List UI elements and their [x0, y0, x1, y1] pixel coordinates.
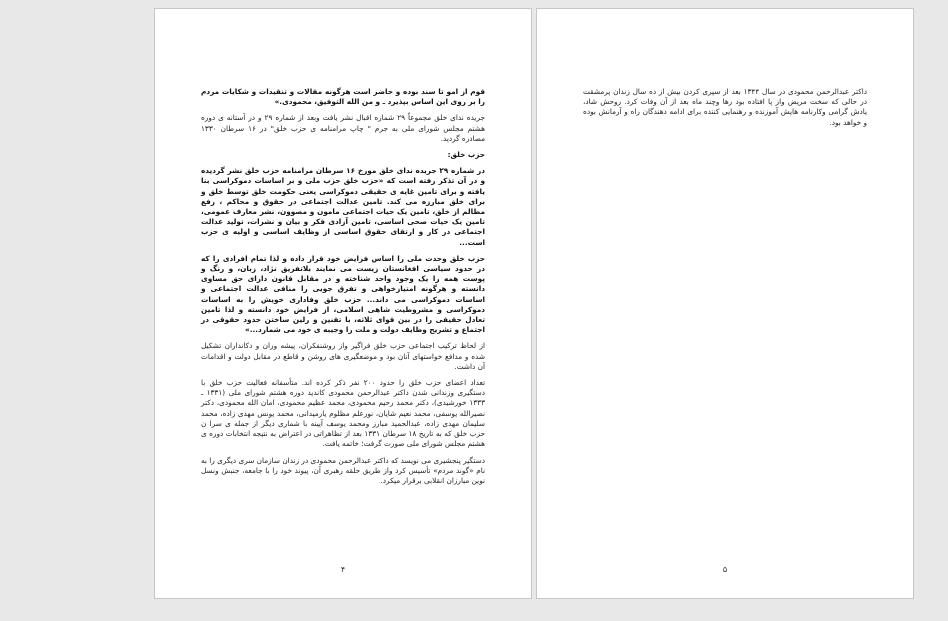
- paragraph: در شماره ۲۹ جریده ندای خلق مورخ ۱۶ سرطان مرامنامه حزب خلق نشر گردیده و در آن تذکر رفته است که «حزب خلق حزب ملی و بر اساسات دموکراسی بنا یافته و برای تامین غایه ی حقیقی دموکراسی یعنی حکومت خلق توسط خلق و برای خلق مبارزه می کند. تامین عدالت اجتماعی در حقوق و محاکم ، رفع مظالم از خلق، تامین یک حیات اجتماعی مامون و مصوون، نشر معارف عمومی، تامین یک حیات صحی اساسی، تامین آزادی فکر و بیان و نشرات، تولید عدالت اجتماعی در کار و ارتقای حقوق اساسی از وظایف اساسی و اولیه ی حزب است...: [201, 166, 485, 247]
- paragraph: داکتر عبدالرحمن محمودی در سال ۱۳۴۴ بعد از سپری کردن بیش از ده سال زندان پرمشقت در حالی که سخت مریض واز پا افتاده بود رها وچند ماه بعد از آن وفات کرد. روحش شاد، یادش گرامی وکارنامه هایش آموزنده و رهنمایی کننده برای ادامه دهندگان راه و آرمانش بوده و خواهد بود.: [583, 87, 867, 127]
- page-number: ۵: [722, 565, 728, 574]
- document-page-right: [536, 8, 914, 599]
- paragraph: حزب خلق وحدت ملی را اساس فرایض خود قرار داده و لذا تمام افرادی را که در حدود سیاسی افغانستان زیست می نمایند بلاتفریق نژاد، زبان، و رنگ و پوست همه را یک وجود واحد شناخته و در مقابل قانون دارای حق مساوی دانسته و هرگونه امتیازخواهی و تفرق جویی را منافی عدالت اجتماعی و اساسات دموکراسی می داند... حزب خلق وفاداری خویش را به اساسات دموکراسی و مشروطیت شاهی اسلامی، از فرایض خود دانسته و لذا تامین تعادل حقیقی را در بین قوای ثلاثه، با تقنین و رلین ساختن حدود حقوقی در اجتماع و تشریح وظایف دولت و ملت را وجیبه ی خود می شمارد...»: [201, 253, 485, 335]
- paragraph: جریده ندای خلق مجموعاً ۲۹ شماره اقبال نشر یافت وبعد از شماره ۲۹ و در آستانه ی دوره هشتم مجلس شورای ملی به جرم " چاپ مرامنامه ی حزب خلق" در ۱۶ سرطان ۱۳۳۰ مصادره گردید.: [201, 113, 485, 143]
- paragraph: از لحاظ ترکیب اجتماعی حزب خلق فراگیر واز روشنفکران، پیشه وران و دکانداران تشکیل شده و مدافع خواستهای آنان بود و موضعگیری های روشن و قاطع در مقابل دولت و اقدامات آن داشت.: [201, 341, 485, 371]
- paragraph: قوم از امو تا سند بوده و حاضر است هرگونه مقالات و تنقیدات و شکایات مردم را بر روی این اساس بپذیرد ـ و من الله التوفیق، محمودی.»: [201, 87, 485, 107]
- page-content: [583, 87, 867, 134]
- page-number: ۴: [340, 565, 346, 574]
- paragraph: تعداد اعضای حزب خلق را حدود ۲۰۰ نفر ذکر کرده اند. متأسفانه فعالیت حزب خلق با دستگیری وزندانی شدن داکتر عبدالرحمن محمودی کاندید دوره هشتم شورای ملی (۱۳۳۱ ـ ۱۳۳۳ خورشیدی)، دکتر محمد رحیم محمودی، محمد عظیم محمودی، امان الله محمودی، دکتر نصیرالله یوسفی، محمد نعیم شایان، نورعلم مظلوم یارمیدانی، محمد یونس مهدی زاده، محمد سلیمان مهدی زاده، عبدالحمید مبارز ومحمد یوسف آیینه با شماری دیگر از جمله ی سرا ن حزب خلق که به تاریخ ۱۸ سرطان ۱۳۳۱ بعد از تظاهراتی در اعتراض به نتیجه انتخابات دوره ی هشتم مجلس شورای ملی صورت گرفت؛ خاتمه یافت.: [201, 378, 485, 449]
- section-heading: حزب خلق:: [447, 150, 485, 160]
- page-content: [201, 87, 485, 492]
- paragraph: دستگیر پنجشیری می نویسد که داکتر عبدالرحمن محمودی در زندان سازمان سری دیگری را به نام «گوند مردم» تأسیس کرد واز طریق حلقه رهبری آن، پیوند خود را با جامعه، جنبش ونسل نوین مبارزان انقلابی برقرار میکرد.: [200, 455, 485, 485]
- document-page-left: [154, 8, 532, 599]
